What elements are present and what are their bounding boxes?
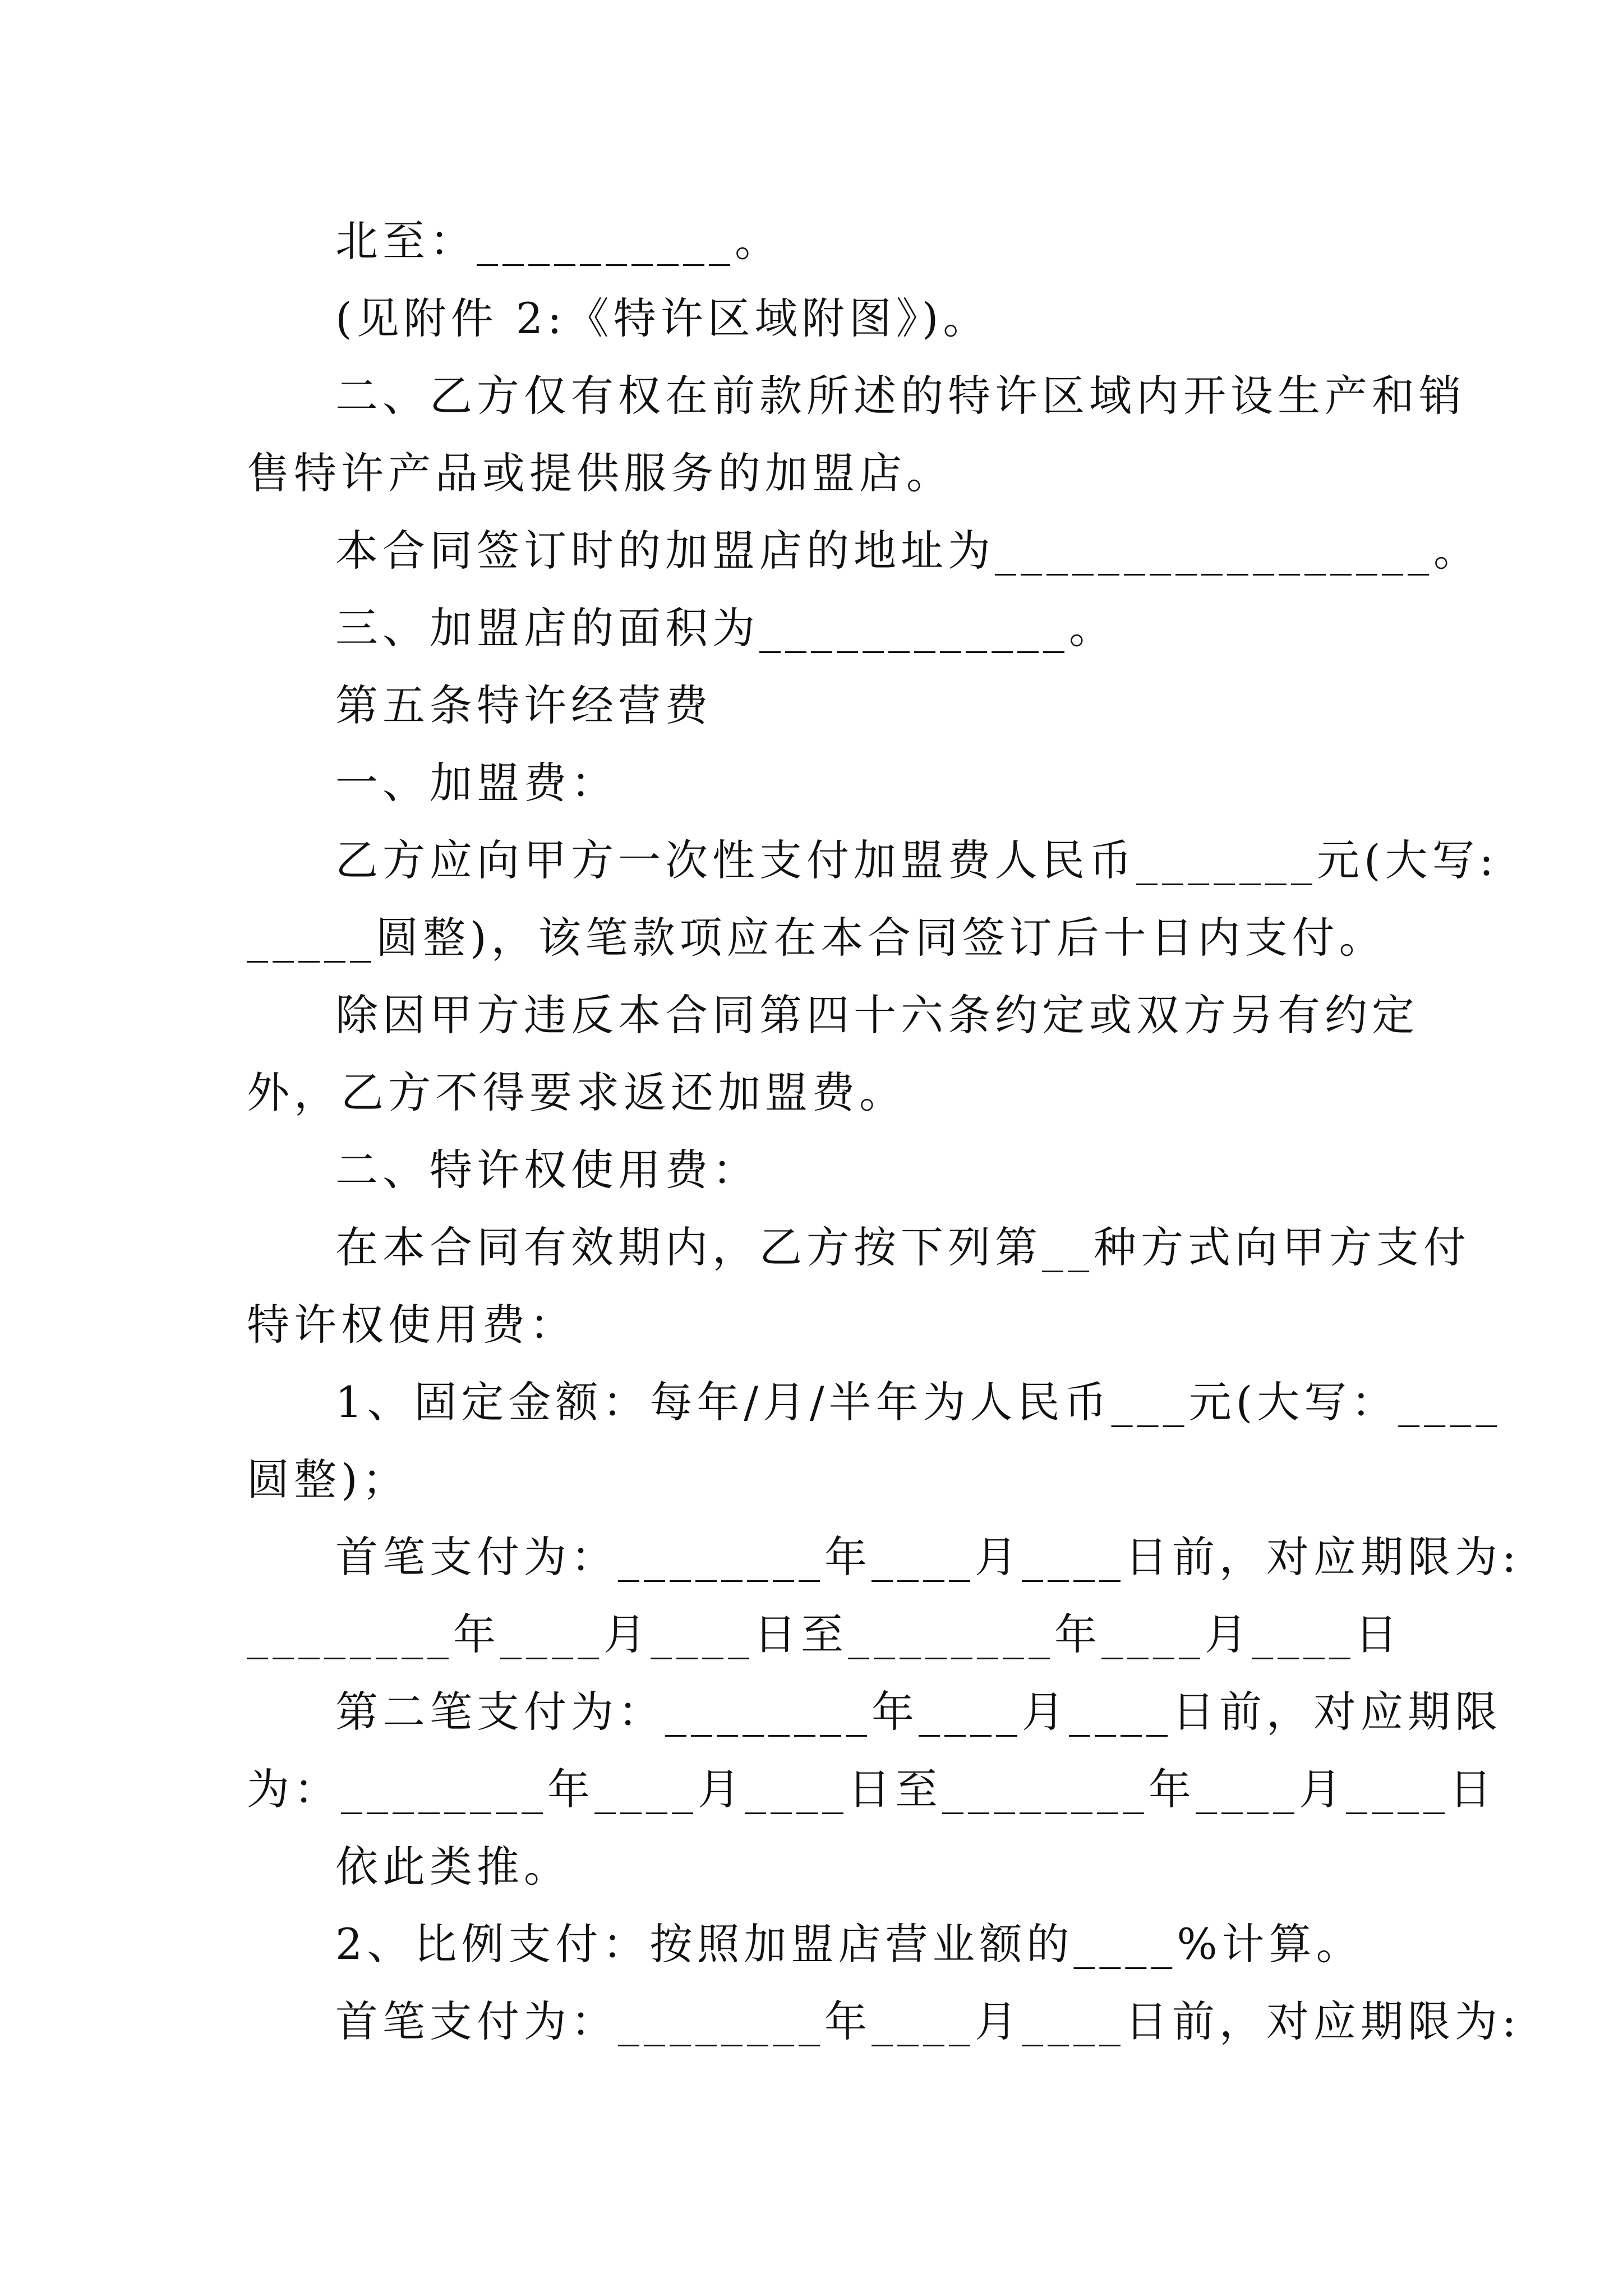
section-heading: 第五条特许经营费 bbox=[335, 680, 712, 730]
text-line: 第二笔支付为：________年____月____日前，对应期限 bbox=[335, 1687, 1502, 1737]
text-line: 首笔支付为：________年____月____日前，对应期限为: bbox=[335, 1532, 1521, 1582]
text-line: 1、固定金额：每年/月/半年为人民币___元(大写：____ bbox=[335, 1377, 1502, 1427]
text-line: ________年____月____日至________年____月____日 bbox=[247, 1609, 1402, 1659]
text-line: 本合同签订时的加盟店的地址为_________________。 bbox=[335, 526, 1481, 576]
text-line: 外，乙方不得要求返还加盟费。 bbox=[247, 1068, 906, 1117]
text-line: 在本合同有效期内，乙方按下列第__种方式向甲方支付 bbox=[335, 1222, 1470, 1272]
text-line: 乙方应向甲方一次性支付加盟费人民币_______元(大写: bbox=[335, 835, 1498, 885]
text-line: 三、加盟店的面积为____________。 bbox=[335, 603, 1116, 653]
text-line: _____圆整)，该笔款项应在本合同签订后十日内支付。 bbox=[247, 913, 1386, 963]
text-line: 北至：__________。 bbox=[335, 216, 782, 266]
text-line: 首笔支付为：________年____月____日前，对应期限为: bbox=[335, 1996, 1521, 2046]
text-line: 依此类推。 bbox=[335, 1842, 571, 1892]
text-line: 为：________年____月____日至________年____月____日 bbox=[247, 1764, 1496, 1814]
text-line: (见附件 2:《特许区域附图》)。 bbox=[335, 293, 990, 343]
text-line: 圆整)； bbox=[247, 1455, 409, 1504]
text-line: 2、比例支付：按照加盟店营业额的____%计算。 bbox=[335, 1919, 1363, 1969]
text-line: 除因甲方违反本合同第四十六条约定或双方另有约定 bbox=[335, 990, 1419, 1040]
text-line: 一、加盟费： bbox=[335, 758, 618, 808]
text-line: 二、特许权使用费： bbox=[335, 1145, 759, 1195]
text-line: 二、乙方仅有权在前款所述的特许区域内开设生产和销 bbox=[335, 371, 1466, 421]
text-line: 特许权使用费： bbox=[247, 1300, 577, 1350]
text-line: 售特许产品或提供服务的加盟店。 bbox=[247, 448, 953, 498]
